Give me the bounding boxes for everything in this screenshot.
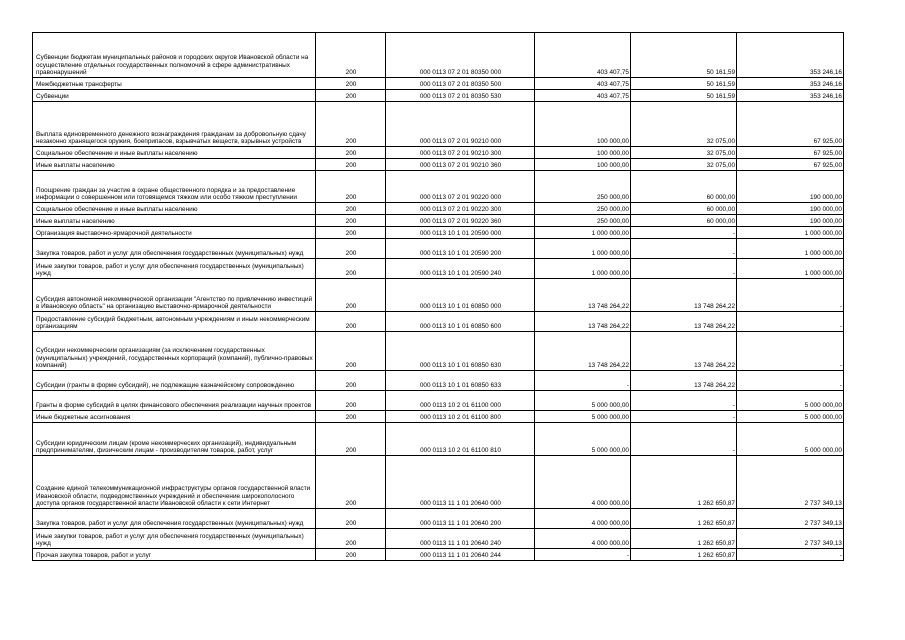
table-row [33,147,844,159]
row-line-code: 200 [316,171,386,203]
row-unexecuted-amount: 5 000 000,00 [737,411,844,423]
row-name: Межбюджетные трансферты [33,78,316,90]
row-assigned-amount: - [535,371,631,391]
row-executed-amount: 50 161,59 [631,33,737,78]
row-executed-amount: 60 000,00 [631,171,737,203]
row-assigned-amount: 5 000 000,00 [535,411,631,423]
row-assigned-amount: 1 000 000,00 [535,227,631,239]
row-budget-code: 000 0113 10 2 01 61100 800 [386,411,535,423]
row-name: Социальное обеспечение и иные выплаты населению [33,203,316,215]
row-executed-amount: 60 000,00 [631,215,737,227]
row-executed-amount: 1 262 650,87 [631,529,737,549]
row-budget-code: 000 0113 11 1 01 20640 240 [386,529,535,549]
table-row [33,509,844,529]
row-name: Создание единой телекоммуникационной инфраструктуры органов государственной власти Ивановской области, подведомственных учреждений и обеспечение широкополосного доступа органов государственной власти Ивановской области к сети Интернет [33,456,316,509]
row-unexecuted-amount: 2 737 349,13 [737,529,844,549]
row-budget-code: 000 0113 07 2 01 80350 000 [386,33,535,78]
row-assigned-amount: 4 000 000,00 [535,529,631,549]
table-row [33,33,844,78]
table-row [33,279,844,312]
row-budget-code: 000 0113 11 1 01 20640 200 [386,509,535,529]
table-row [33,227,844,239]
row-executed-amount: 13 748 264,22 [631,332,737,371]
row-name: Иные закупки товаров, работ и услуг для обеспечения государственных (муниципальных) нужд [33,259,316,279]
row-unexecuted-amount: - [737,279,844,312]
table-row [33,332,844,371]
row-line-code: 200 [316,147,386,159]
row-line-code: 200 [316,203,386,215]
row-budget-code: 000 0113 07 2 01 90210 000 [386,102,535,147]
row-line-code: 200 [316,549,386,561]
row-line-code: 200 [316,332,386,371]
row-executed-amount: 13 748 264,22 [631,279,737,312]
row-assigned-amount: 250 000,00 [535,215,631,227]
row-budget-code: 000 0113 10 2 01 61100 810 [386,423,535,456]
row-executed-amount: 32 075,00 [631,159,737,171]
row-line-code: 200 [316,509,386,529]
table-row [33,371,844,391]
table-row [33,312,844,332]
row-executed-amount: - [631,423,737,456]
table-row [33,411,844,423]
row-executed-amount: 50 161,59 [631,90,737,102]
row-line-code: 200 [316,312,386,332]
row-executed-amount: 13 748 264,22 [631,371,737,391]
row-line-code: 200 [316,456,386,509]
row-assigned-amount: 5 000 000,00 [535,391,631,411]
row-assigned-amount: 100 000,00 [535,102,631,147]
row-budget-code: 000 0113 10 1 01 20590 200 [386,239,535,259]
row-budget-code: 000 0113 11 1 01 20640 000 [386,456,535,509]
row-budget-code: 000 0113 10 1 01 60850 630 [386,332,535,371]
row-unexecuted-amount: 353 246,16 [737,78,844,90]
row-budget-code: 000 0113 10 1 01 60850 633 [386,371,535,391]
row-name: Иные бюджетные ассигнования [33,411,316,423]
row-executed-amount: - [631,411,737,423]
table-row [33,90,844,102]
table-row [33,391,844,411]
row-assigned-amount: 13 748 264,22 [535,332,631,371]
row-name: Иные выплаты населению [33,159,316,171]
row-name: Поощрение граждан за участие в охране общественного порядка и за предоставление информации о совершенном или готовящемся тяжком или особо тяжком преступлении [33,171,316,203]
row-executed-amount: - [631,259,737,279]
row-budget-code: 000 0113 10 2 01 61100 000 [386,391,535,411]
row-unexecuted-amount: - [737,371,844,391]
row-budget-code: 000 0113 07 2 01 90210 360 [386,159,535,171]
row-assigned-amount: 100 000,00 [535,147,631,159]
table-row [33,259,844,279]
row-assigned-amount: - [535,549,631,561]
row-line-code: 200 [316,33,386,78]
row-assigned-amount: 403 407,75 [535,78,631,90]
row-assigned-amount: 403 407,75 [535,33,631,78]
row-budget-code: 000 0113 11 1 01 20640 244 [386,549,535,561]
table-row [33,203,844,215]
row-budget-code: 000 0113 07 2 01 90220 300 [386,203,535,215]
row-assigned-amount: 13 748 264,22 [535,312,631,332]
row-name: Субсидии (гранты в форме субсидий), не подлежащие казначейскому сопровождению [33,371,316,391]
row-unexecuted-amount: 1 000 000,00 [737,227,844,239]
row-unexecuted-amount: - [737,312,844,332]
row-unexecuted-amount: 190 000,00 [737,171,844,203]
table-row [33,529,844,549]
row-budget-code: 000 0113 07 2 01 80350 500 [386,78,535,90]
row-unexecuted-amount: - [737,332,844,371]
row-unexecuted-amount: 67 925,00 [737,159,844,171]
row-line-code: 200 [316,391,386,411]
row-line-code: 200 [316,78,386,90]
row-unexecuted-amount: 2 737 349,13 [737,456,844,509]
row-assigned-amount: 4 000 000,00 [535,456,631,509]
row-assigned-amount: 100 000,00 [535,159,631,171]
row-executed-amount: 1 262 650,87 [631,456,737,509]
table-row [33,78,844,90]
row-unexecuted-amount: 353 246,16 [737,33,844,78]
row-name: Гранты в форме субсидий в целях финансового обеспечения реализации научных проектов [33,391,316,411]
row-unexecuted-amount: 67 925,00 [737,102,844,147]
row-unexecuted-amount: 190 000,00 [737,215,844,227]
row-unexecuted-amount: 2 737 349,13 [737,509,844,529]
row-name: Выплата единовременного денежного вознаграждения гражданам за добровольную сдачу незаконно хранящегося оружия, боеприпасов, взрывчатых веществ, взрывных устройств [33,102,316,147]
row-executed-amount: - [631,391,737,411]
row-name: Иные выплаты населению [33,215,316,227]
table-row [33,456,844,509]
row-assigned-amount: 250 000,00 [535,203,631,215]
row-executed-amount: 1 262 650,87 [631,549,737,561]
row-assigned-amount: 1 000 000,00 [535,239,631,259]
row-unexecuted-amount: 1 000 000,00 [737,259,844,279]
row-name: Организация выставочно-ярмарочной деятельности [33,227,316,239]
row-assigned-amount: 5 000 000,00 [535,423,631,456]
row-name: Закупка товаров, работ и услуг для обеспечения государственных (муниципальных) нужд [33,509,316,529]
row-assigned-amount: 250 000,00 [535,171,631,203]
row-line-code: 200 [316,411,386,423]
row-line-code: 200 [316,159,386,171]
table-row [33,423,844,456]
budget-execution-table [32,32,844,561]
row-executed-amount: 50 161,59 [631,78,737,90]
row-executed-amount: 32 075,00 [631,147,737,159]
row-name: Прочая закупка товаров, работ и услуг [33,549,316,561]
table-row [33,171,844,203]
row-unexecuted-amount: 67 925,00 [737,147,844,159]
row-budget-code: 000 0113 10 1 01 60850 000 [386,279,535,312]
row-line-code: 200 [316,279,386,312]
row-unexecuted-amount: 353 246,16 [737,90,844,102]
table-row [33,215,844,227]
row-unexecuted-amount: 5 000 000,00 [737,423,844,456]
row-budget-code: 000 0113 07 2 01 80350 530 [386,90,535,102]
row-executed-amount: 32 075,00 [631,102,737,147]
row-budget-code: 000 0113 10 1 01 60850 600 [386,312,535,332]
row-line-code: 200 [316,102,386,147]
row-budget-code: 000 0113 10 1 01 20590 000 [386,227,535,239]
row-executed-amount: 1 262 650,87 [631,509,737,529]
row-assigned-amount: 403 407,75 [535,90,631,102]
row-assigned-amount: 1 000 000,00 [535,259,631,279]
row-budget-code: 000 0113 07 2 01 90210 300 [386,147,535,159]
table-row [33,549,844,561]
row-budget-code: 000 0113 07 2 01 90220 000 [386,171,535,203]
row-line-code: 200 [316,239,386,259]
row-name: Субсидии юридическим лицам (кроме некоммерческих организаций), индивидуальным предпринимателям, физическим лицам - производителям товаров, работ, услуг [33,423,316,456]
row-name: Социальное обеспечение и иные выплаты населению [33,147,316,159]
row-line-code: 200 [316,423,386,456]
row-name: Субвенции бюджетам муниципальных районов и городских округов Ивановской области на осуществление отдельных государственных полномочий в сфере административных правонарушений [33,33,316,78]
row-line-code: 200 [316,371,386,391]
row-budget-code: 000 0113 07 2 01 90220 360 [386,215,535,227]
row-executed-amount: - [631,239,737,259]
row-name: Иные закупки товаров, работ и услуг для обеспечения государственных (муниципальных) нужд [33,529,316,549]
row-unexecuted-amount: 190 000,00 [737,203,844,215]
row-executed-amount: 60 000,00 [631,203,737,215]
row-name: Предоставление субсидий бюджетным, автономным учреждениям и иным некоммерческим организациям [33,312,316,332]
row-executed-amount: 13 748 264,22 [631,312,737,332]
row-line-code: 200 [316,227,386,239]
row-name: Субвенции [33,90,316,102]
table-row [33,239,844,259]
row-unexecuted-amount: 1 000 000,00 [737,239,844,259]
table-body [33,33,844,561]
row-line-code: 200 [316,259,386,279]
row-budget-code: 000 0113 10 1 01 20590 240 [386,259,535,279]
row-name: Закупка товаров, работ и услуг для обеспечения государственных (муниципальных) нужд [33,239,316,259]
row-unexecuted-amount: - [737,549,844,561]
row-line-code: 200 [316,90,386,102]
row-line-code: 200 [316,215,386,227]
row-executed-amount: - [631,227,737,239]
row-assigned-amount: 4 000 000,00 [535,509,631,529]
row-name: Субсидии некоммерческим организациям (за исключением государственных (муниципальных) учреждений, государственных корпораций (компаний), публично-правовых компаний) [33,332,316,371]
row-assigned-amount: 13 748 264,22 [535,279,631,312]
row-unexecuted-amount: 5 000 000,00 [737,391,844,411]
table-row [33,159,844,171]
table-row [33,102,844,147]
row-line-code: 200 [316,529,386,549]
row-name: Субсидия автономной некоммерческой организации "Агентство по привлечению инвестиций в Ивановскую область" на организацию выставочно-ярмарочной деятельности [33,279,316,312]
